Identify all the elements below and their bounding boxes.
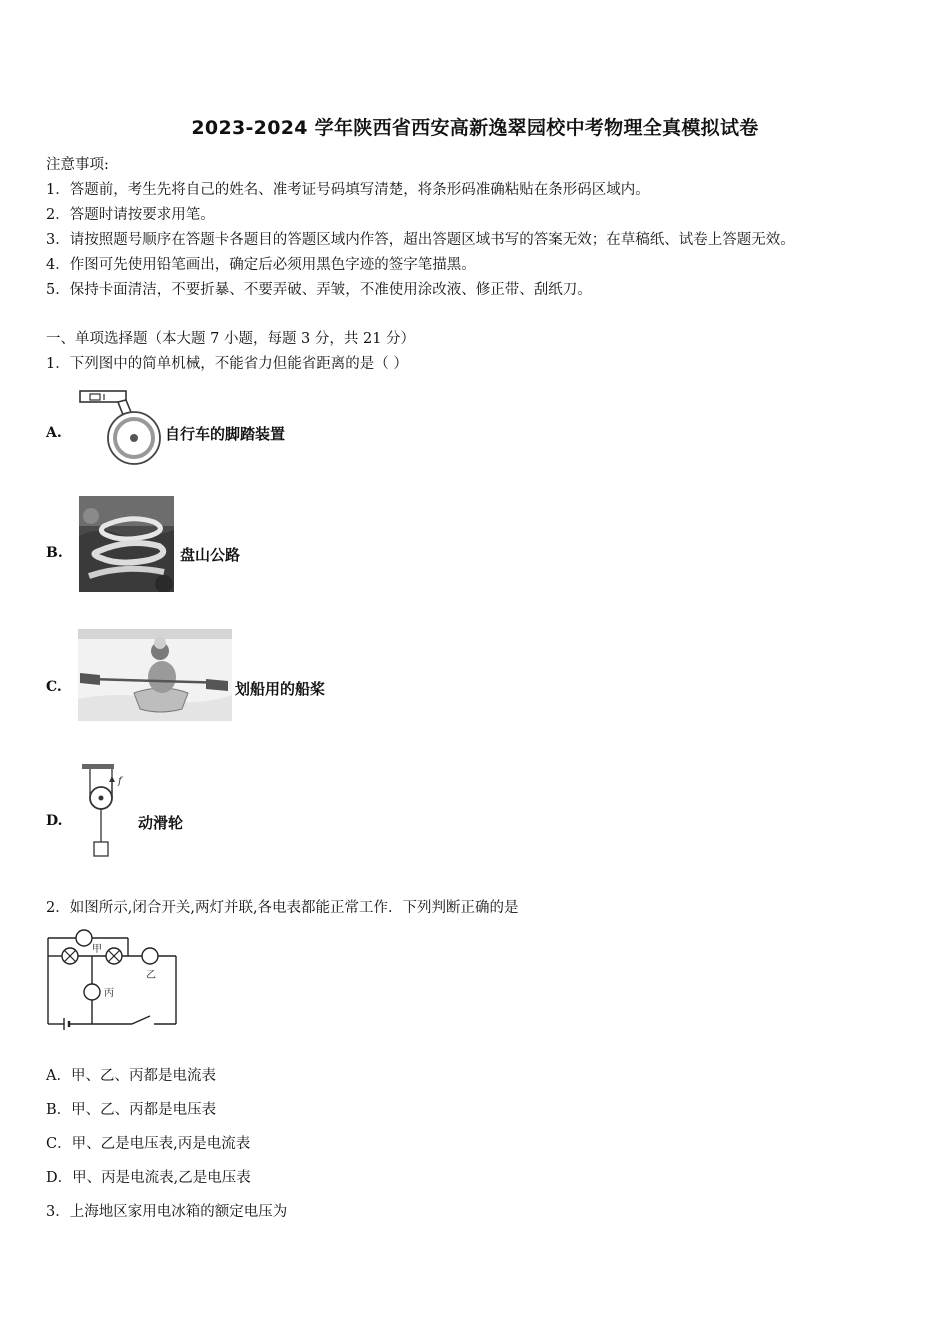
q2-option-c: C．甲、乙是电压表,丙是电流表: [46, 1136, 251, 1152]
q1-option-d-text: 动滑轮: [138, 814, 184, 832]
q1-option-b-letter: B.: [46, 545, 63, 561]
notice-item: 4．作图可先使用铅笔画出，确定后必须用黑色字迹的签字笔描黑。: [46, 257, 476, 273]
switch-icon: [132, 1016, 150, 1024]
circuit-diagram: [44, 926, 184, 1032]
q1-option-b-text: 盘山公路: [180, 546, 241, 564]
notice-item: 1．答题前，考生先将自己的姓名、准考证号码填写清楚，将条形码准确粘贴在条形码区域内。: [46, 182, 650, 198]
mountain-road-photo: [79, 496, 174, 592]
rowing-paddle-photo: [78, 629, 232, 721]
meter-bing-label: 丙: [104, 988, 114, 999]
q1-option-c-text: 划船用的船桨: [235, 680, 326, 698]
notice-item: 5．保持卡面清洁，不要折暴、不要弄破、弄皱，不准使用涂改液、修正带、刮纸刀。: [46, 282, 592, 298]
bicycle-pedal-figure: [78, 388, 164, 470]
movable-pulley-figure: [78, 762, 136, 860]
meter-jia-label: 甲: [92, 944, 102, 955]
meter-bing-icon: [84, 984, 100, 1000]
meter-yi-label: 乙: [146, 970, 156, 981]
page-title: 2023-2024 学年陕西省西安高新逸翠园校中考物理全真模拟试卷: [191, 117, 759, 139]
q2-option-a: A．甲、乙、丙都是电流表: [46, 1068, 216, 1084]
question-2-stem: 2．如图所示,闭合开关,两灯并联,各电表都能正常工作．下列判断正确的是: [46, 900, 519, 916]
q1-option-a-text: 自行车的脚踏装置: [165, 425, 286, 443]
q2-option-d: D．甲、丙是电流表,乙是电压表: [46, 1170, 251, 1186]
notice-item: 3．请按照题号顺序在答题卡各题目的答题区域内作答，超出答题区域书写的答案无效；在草稿纸、试卷上答题无效。: [46, 232, 795, 248]
notice-item: 2．答题时请按要求用笔。: [46, 207, 215, 223]
question-1-stem: 1．下列图中的简单机械，不能省力但能省距离的是（ ）: [46, 356, 408, 372]
q1-option-a-letter: A.: [46, 425, 62, 441]
meter-yi-icon: [142, 948, 158, 964]
question-3-stem: 3．上海地区家用电冰箱的额定电压为: [46, 1204, 288, 1220]
q2-option-b: B．甲、乙、丙都是电压表: [46, 1102, 217, 1118]
pulley-force-label: f: [118, 776, 122, 787]
notice-heading: 注意事项:: [46, 157, 109, 173]
q1-option-d-letter: D.: [46, 813, 63, 829]
q1-option-c-letter: C.: [46, 679, 62, 695]
meter-jia-icon: [76, 930, 92, 946]
section-heading: 一、单项选择题（本大题 7 小题，每题 3 分，共 21 分）: [46, 331, 416, 347]
